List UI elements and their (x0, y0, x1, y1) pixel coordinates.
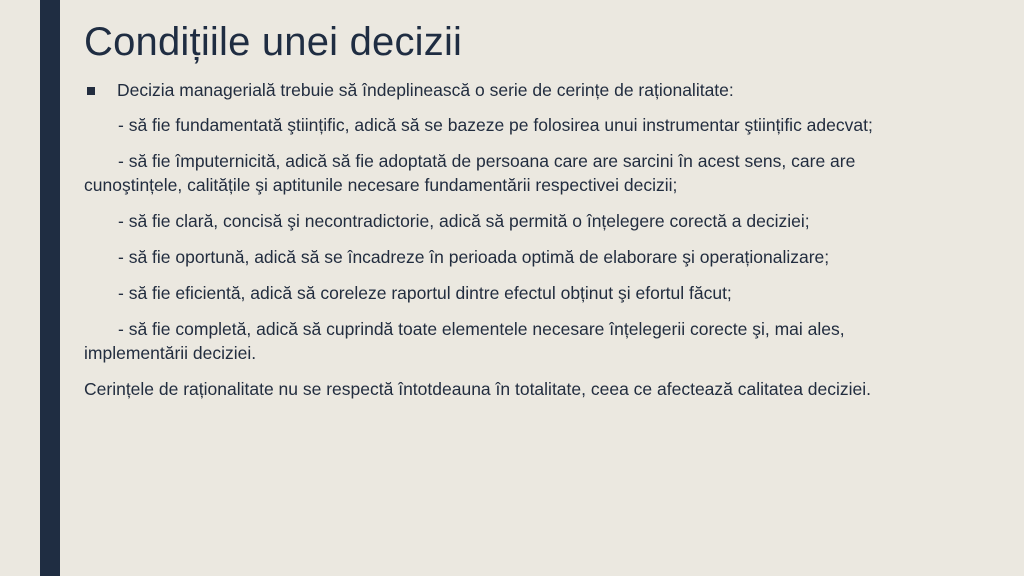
requirement-item: - să fie împuternicită, adică să fie adoptată de persoana care are sarcini în acest sens, care are cunoştințele, calitățile şi aptitunile necesare fundamentării respectivei decizii; (84, 151, 856, 195)
square-bullet-icon (87, 87, 95, 95)
bullet-text: Decizia managerială trebuie să îndeplinească o serie de cerințe de raționalitate: (117, 80, 734, 100)
requirement-item: - să fie oportună, adică să se încadreze în perioada optimă de elaborare şi operaționalizare; (118, 247, 830, 267)
left-accent-bar (40, 0, 60, 576)
requirement-item: - să fie fundamentată ştiințific, adică să se bazeze pe folosirea unui instrumentar ştiințific adecvat; (118, 115, 873, 135)
requirement-item: - să fie clară, concisă şi necontradictorie, adică să permită o înțelegere corectă a deciziei; (118, 211, 810, 231)
requirement-item: - să fie completă, adică să cuprindă toate elementele necesare înțelegerii corecte şi, mai ales, implementării deciziei. (84, 319, 845, 363)
slide-title: Condițiile unei decizii (84, 20, 463, 64)
closing-paragraph: Cerințele de raționalitate nu se respectă întotdeauna în totalitate, ceea ce afectează calitatea deciziei. (84, 379, 872, 399)
slide-content (84, 78, 904, 413)
bullet-item (84, 78, 904, 102)
requirement-item: - să fie eficientă, adică să coreleze raportul dintre efectul obținut şi efortul făcut; (118, 283, 732, 303)
